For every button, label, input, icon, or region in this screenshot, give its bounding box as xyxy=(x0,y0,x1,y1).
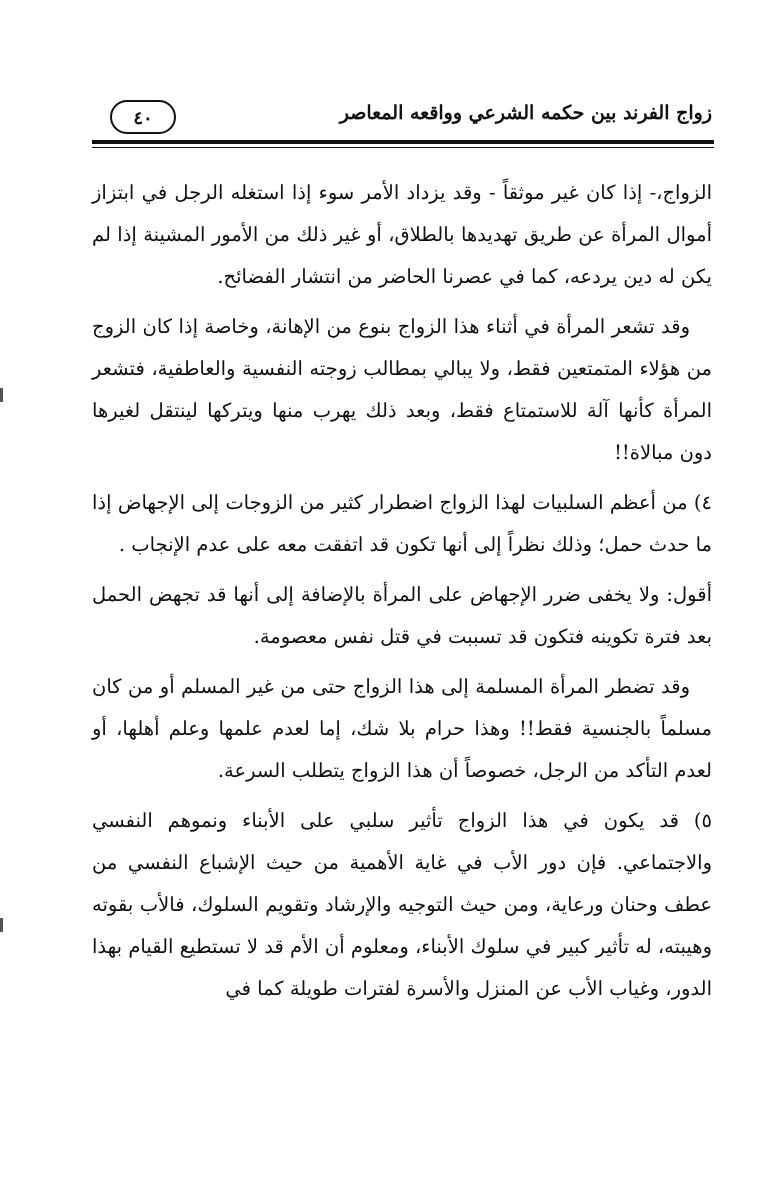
body-text xyxy=(92,172,712,1018)
paragraph: أقول: ولا يخفى ضرر الإجهاض على المرأة بالإضافة إلى أنها قد تجهض الحمل بعد فترة تكوينه فتكون قد تسببت في قتل نفس معصومة. xyxy=(92,583,712,648)
page-number-badge: ٤٠ xyxy=(110,100,176,134)
scan-edge-mark xyxy=(0,388,3,402)
header-rule-thin xyxy=(92,147,714,148)
paragraph: ٥) قد يكون في هذا الزواج تأثير سلبي على الأبناء ونموهم النفسي والاجتماعي. فإن دور الأب في غاية الأهمية من حيث الإشباع النفسي من عطف وحنان ورعاية، ومن حيث التوجيه والإرشاد وتقويم السلوك، فالأب بقوته وهيبته، له تأثير كبير في سلوك الأبناء، ومعلوم أن الأم قد لا تستطيع القيام بهذا الدور، وغياب الأب عن المنزل والأسرة لفترات طويلة كما في xyxy=(92,809,712,1000)
running-title: زواج الفرند بين حكمه الشرعي وواقعه المعاصر xyxy=(339,102,712,124)
paragraph: ٤) من أعظم السلبيات لهذا الزواج اضطرار كثير من الزوجات إلى الإجهاض إذا ما حدث حمل؛ وذلك نظراً إلى أنها تكون قد اتفقت معه على عدم الإنجاب . xyxy=(92,491,712,556)
header-rule-thick xyxy=(92,140,714,144)
paragraph: وقد تشعر المرأة في أثناء هذا الزواج بنوع من الإهانة، وخاصة إذا كان الزوج من هؤلاء المتمتعين فقط، ولا يبالي بمطالب زوجته النفسية والعاطفية، فتشعر المرأة كأنها آلة للاستمتاع فقط، وبعد ذلك يهرب منها ويتركها لينتقل لغيرها دون مبالاة!! xyxy=(92,315,712,464)
paragraph: الزواج،- إذا كان غير موثقاً - وقد يزداد الأمر سوء إذا استغله الرجل في ابتزاز أموال المرأة عن طريق تهديدها بالطلاق، أو غير ذلك من الأمور المشينة إذا لم يكن له دين يردعه، كما في عصرنا الحاضر من انتشار الفضائح. xyxy=(92,181,712,288)
scan-edge-mark xyxy=(0,918,3,932)
paragraph: وقد تضطر المرأة المسلمة إلى هذا الزواج حتى من غير المسلم أو من كان مسلماً بالجنسية فقط!! وهذا حرام بلا شك، إما لعدم علمها وعلم أهلها، أو لعدم التأكد من الرجل، خصوصاً أن هذا الزواج يتطلب السرعة. xyxy=(92,675,712,782)
